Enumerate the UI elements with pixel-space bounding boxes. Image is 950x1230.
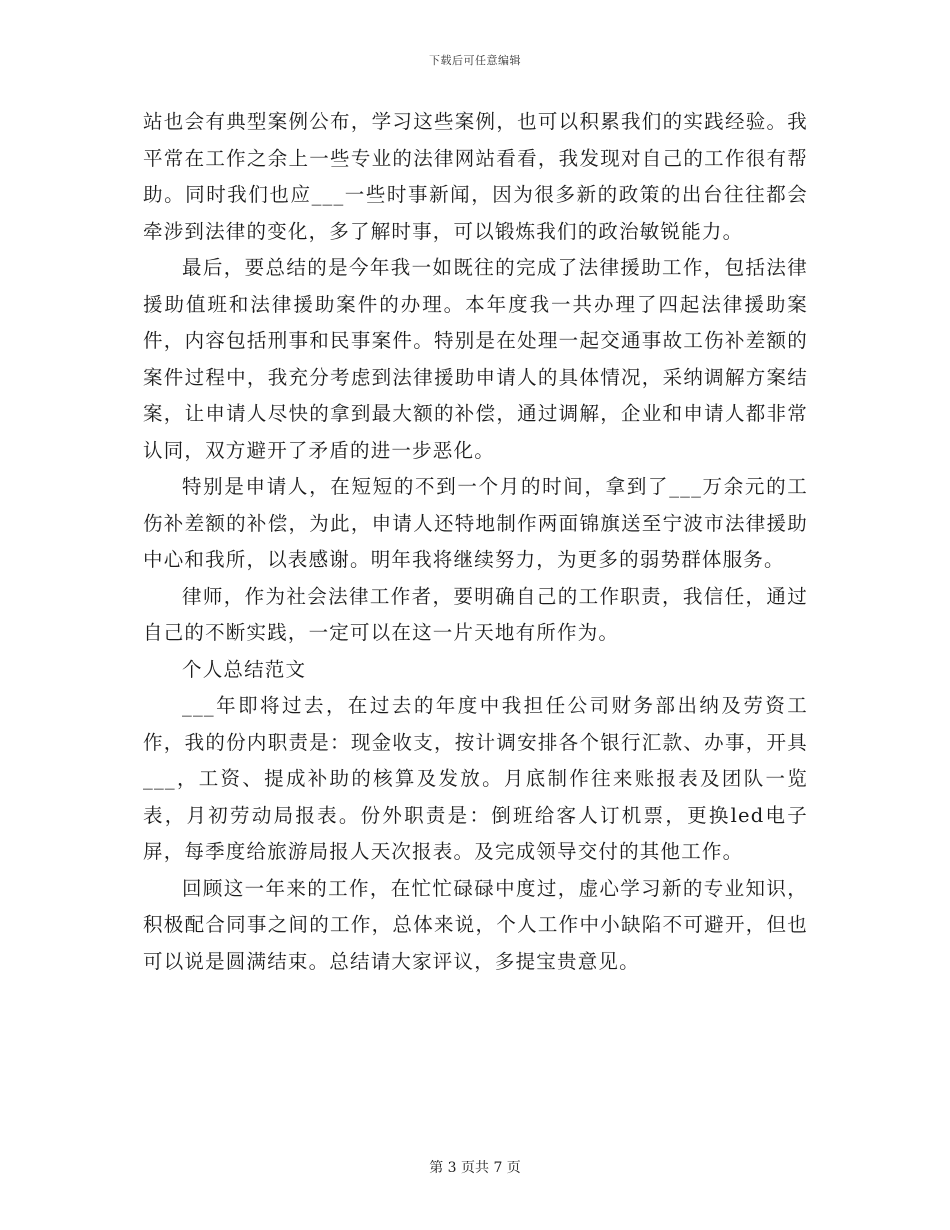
page-number: 第 3 页共 7 页 — [429, 1160, 521, 1176]
document-body — [143, 104, 808, 980]
paragraph-legal-aid: 最后，要总结的是今年我一如既往的完成了法律援助工作，包括法律援助值班和法律援助案件的办理。本年度我一共办理了四起法律援助案件，内容包括刑事和民事案件。特别是在处理一起交通事故工伤补差额的案件过程中，我充分考虑到法律援助申请人的具体情况，采纳调解方案结案，让申请人尽快的拿到最大额的补偿，通过调解，企业和申请人都非常认同，双方避开了矛盾的进一步恶化。 — [143, 256, 808, 462]
paragraph-lawyer: 律师，作为社会法律工作者，要明确自己的工作职责，我信任，通过自己的不断实践，一定可以在这一片天地有所作为。 — [143, 584, 808, 644]
paragraph-applicant: 特别是申请人，在短短的不到一个月的时间，拿到了___万余元的工伤补差额的补偿，为此，申请人还特地制作两面锦旗送至宁波市法律援助中心和我所，以表感谢。明年我将继续努力，为更多的弱势群体服务。 — [143, 475, 808, 571]
header-note: 下载后可任意编辑 — [429, 54, 521, 67]
paragraph-continuation: 站也会有典型案例公布，学习这些案例，也可以积累我们的实践经验。我平常在工作之余上一些专业的法律网站看看，我发现对自己的工作很有帮助。同时我们也应___一些时事新闻，因为很多新的政策的出台往往都会牵涉到法律的变化，多了解时事，可以锻炼我们的政治敏锐能力。 — [143, 110, 808, 243]
paragraph-duties: ___年即将过去，在过去的年度中我担任公司财务部出纳及劳资工作，我的份内职责是：现金收支，按计调安排各个银行汇款、办事，开具___，工资、提成补助的核算及发放。月底制作往来账报表及团队一览表，月初劳动局报表。份外职责是：倒班给客人订机票，更换led电子屏，每季度给旅游局报人天次报表。及完成领导交付的其他工作。 — [143, 694, 808, 863]
paragraph-review: 回顾这一年来的工作，在忙忙碌碌中度过，虚心学习新的专业知识，积极配合同事之间的工作，总体来说，个人工作中小缺陷不可避开，但也可以说是圆满结束。总结请大家评议，多提宝贵意见。 — [143, 876, 808, 973]
section-heading: 个人总结范文 — [182, 657, 307, 681]
